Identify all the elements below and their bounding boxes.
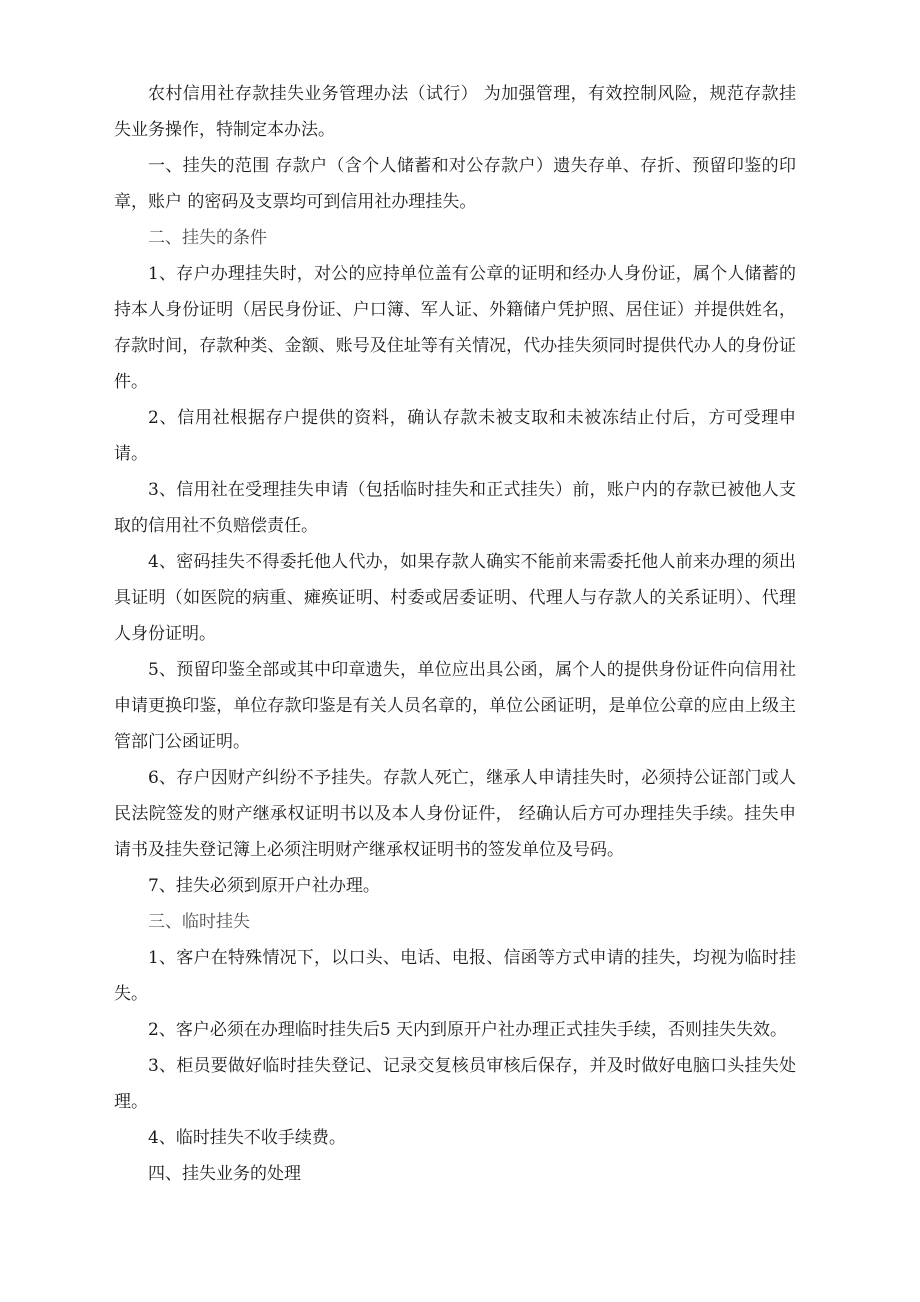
- section-heading-conditions: 二、挂失的条件: [148, 228, 267, 248]
- temporary-item-4: 4、临时挂失不收手续费。: [148, 1128, 346, 1148]
- intro-paragraph: 农村信用社存款挂失业务管理办法（试行） 为加强管理，有效控制风险，规范存款挂失业务操作，特制定本办法。: [114, 84, 796, 140]
- temporary-item-3: 3、柜员要做好临时挂失登记、记录交复核员审核后保存，并及时做好电脑口头挂失处理。: [114, 1056, 796, 1112]
- condition-item-1: 1、存户办理挂失时，对公的应持单位盖有公章的证明和经办人身份证，属个人储蓄的持本人身份证明（居民身份证、户口簿、军人证、外籍储户凭护照、居住证）并提供姓名，存款时间，存款种类、金额、账号及住址等有关情况，代办挂失须同时提供代办人的身份证件。: [114, 264, 796, 392]
- condition-item-7: 7、挂失必须到原开户社办理。: [148, 876, 380, 896]
- condition-item-5: 5、预留印鉴全部或其中印章遗失，单位应出具公函，属个人的提供身份证件向信用社申请更换印鉴，单位存款印鉴是有关人员名章的，单位公函证明，是单位公章的应由上级主管部门公函证明。: [114, 660, 796, 752]
- section-heading-processing: 四、挂失业务的处理: [148, 1164, 301, 1184]
- temporary-item-2: 2、客户必须在办理临时挂失后5 天内到原开户社办理正式挂失手续，否则挂失失效。: [148, 1020, 788, 1040]
- condition-item-2: 2、信用社根据存户提供的资料，确认存款未被支取和未被冻结止付后，方可受理申请。: [114, 408, 796, 464]
- condition-item-4: 4、密码挂失不得委托他人代办，如果存款人确实不能前来需委托他人前来办理的须出具证明（如医院的病重、瘫痪证明、村委或居委证明、代理人与存款人的关系证明）、代理人身份证明。: [114, 552, 796, 644]
- section-heading-temporary: 三、临时挂失: [148, 912, 250, 932]
- temporary-item-1: 1、客户在特殊情况下，以口头、电话、电报、信函等方式申请的挂失，均视为临时挂失。: [114, 948, 796, 1004]
- condition-item-6: 6、存户因财产纠纷不予挂失。存款人死亡，继承人申请挂失时，必须持公证部门或人民法院签发的财产继承权证明书以及本人身份证件， 经确认后方可办理挂失手续。挂失申请书及挂失登记簿上必须注明财产继承权证明书的签发单位及号码。: [114, 768, 796, 860]
- scope-paragraph: 一、挂失的范围 存款户（含个人储蓄和对公存款户）遗失存单、存折、预留印鉴的印章，账户 的密码及支票均可到信用社办理挂失。: [114, 156, 796, 212]
- condition-item-3: 3、信用社在受理挂失申请（包括临时挂失和正式挂失）前，账户内的存款已被他人支取的信用社不负赔偿责任。: [114, 480, 796, 536]
- document-body: [114, 76, 796, 1192]
